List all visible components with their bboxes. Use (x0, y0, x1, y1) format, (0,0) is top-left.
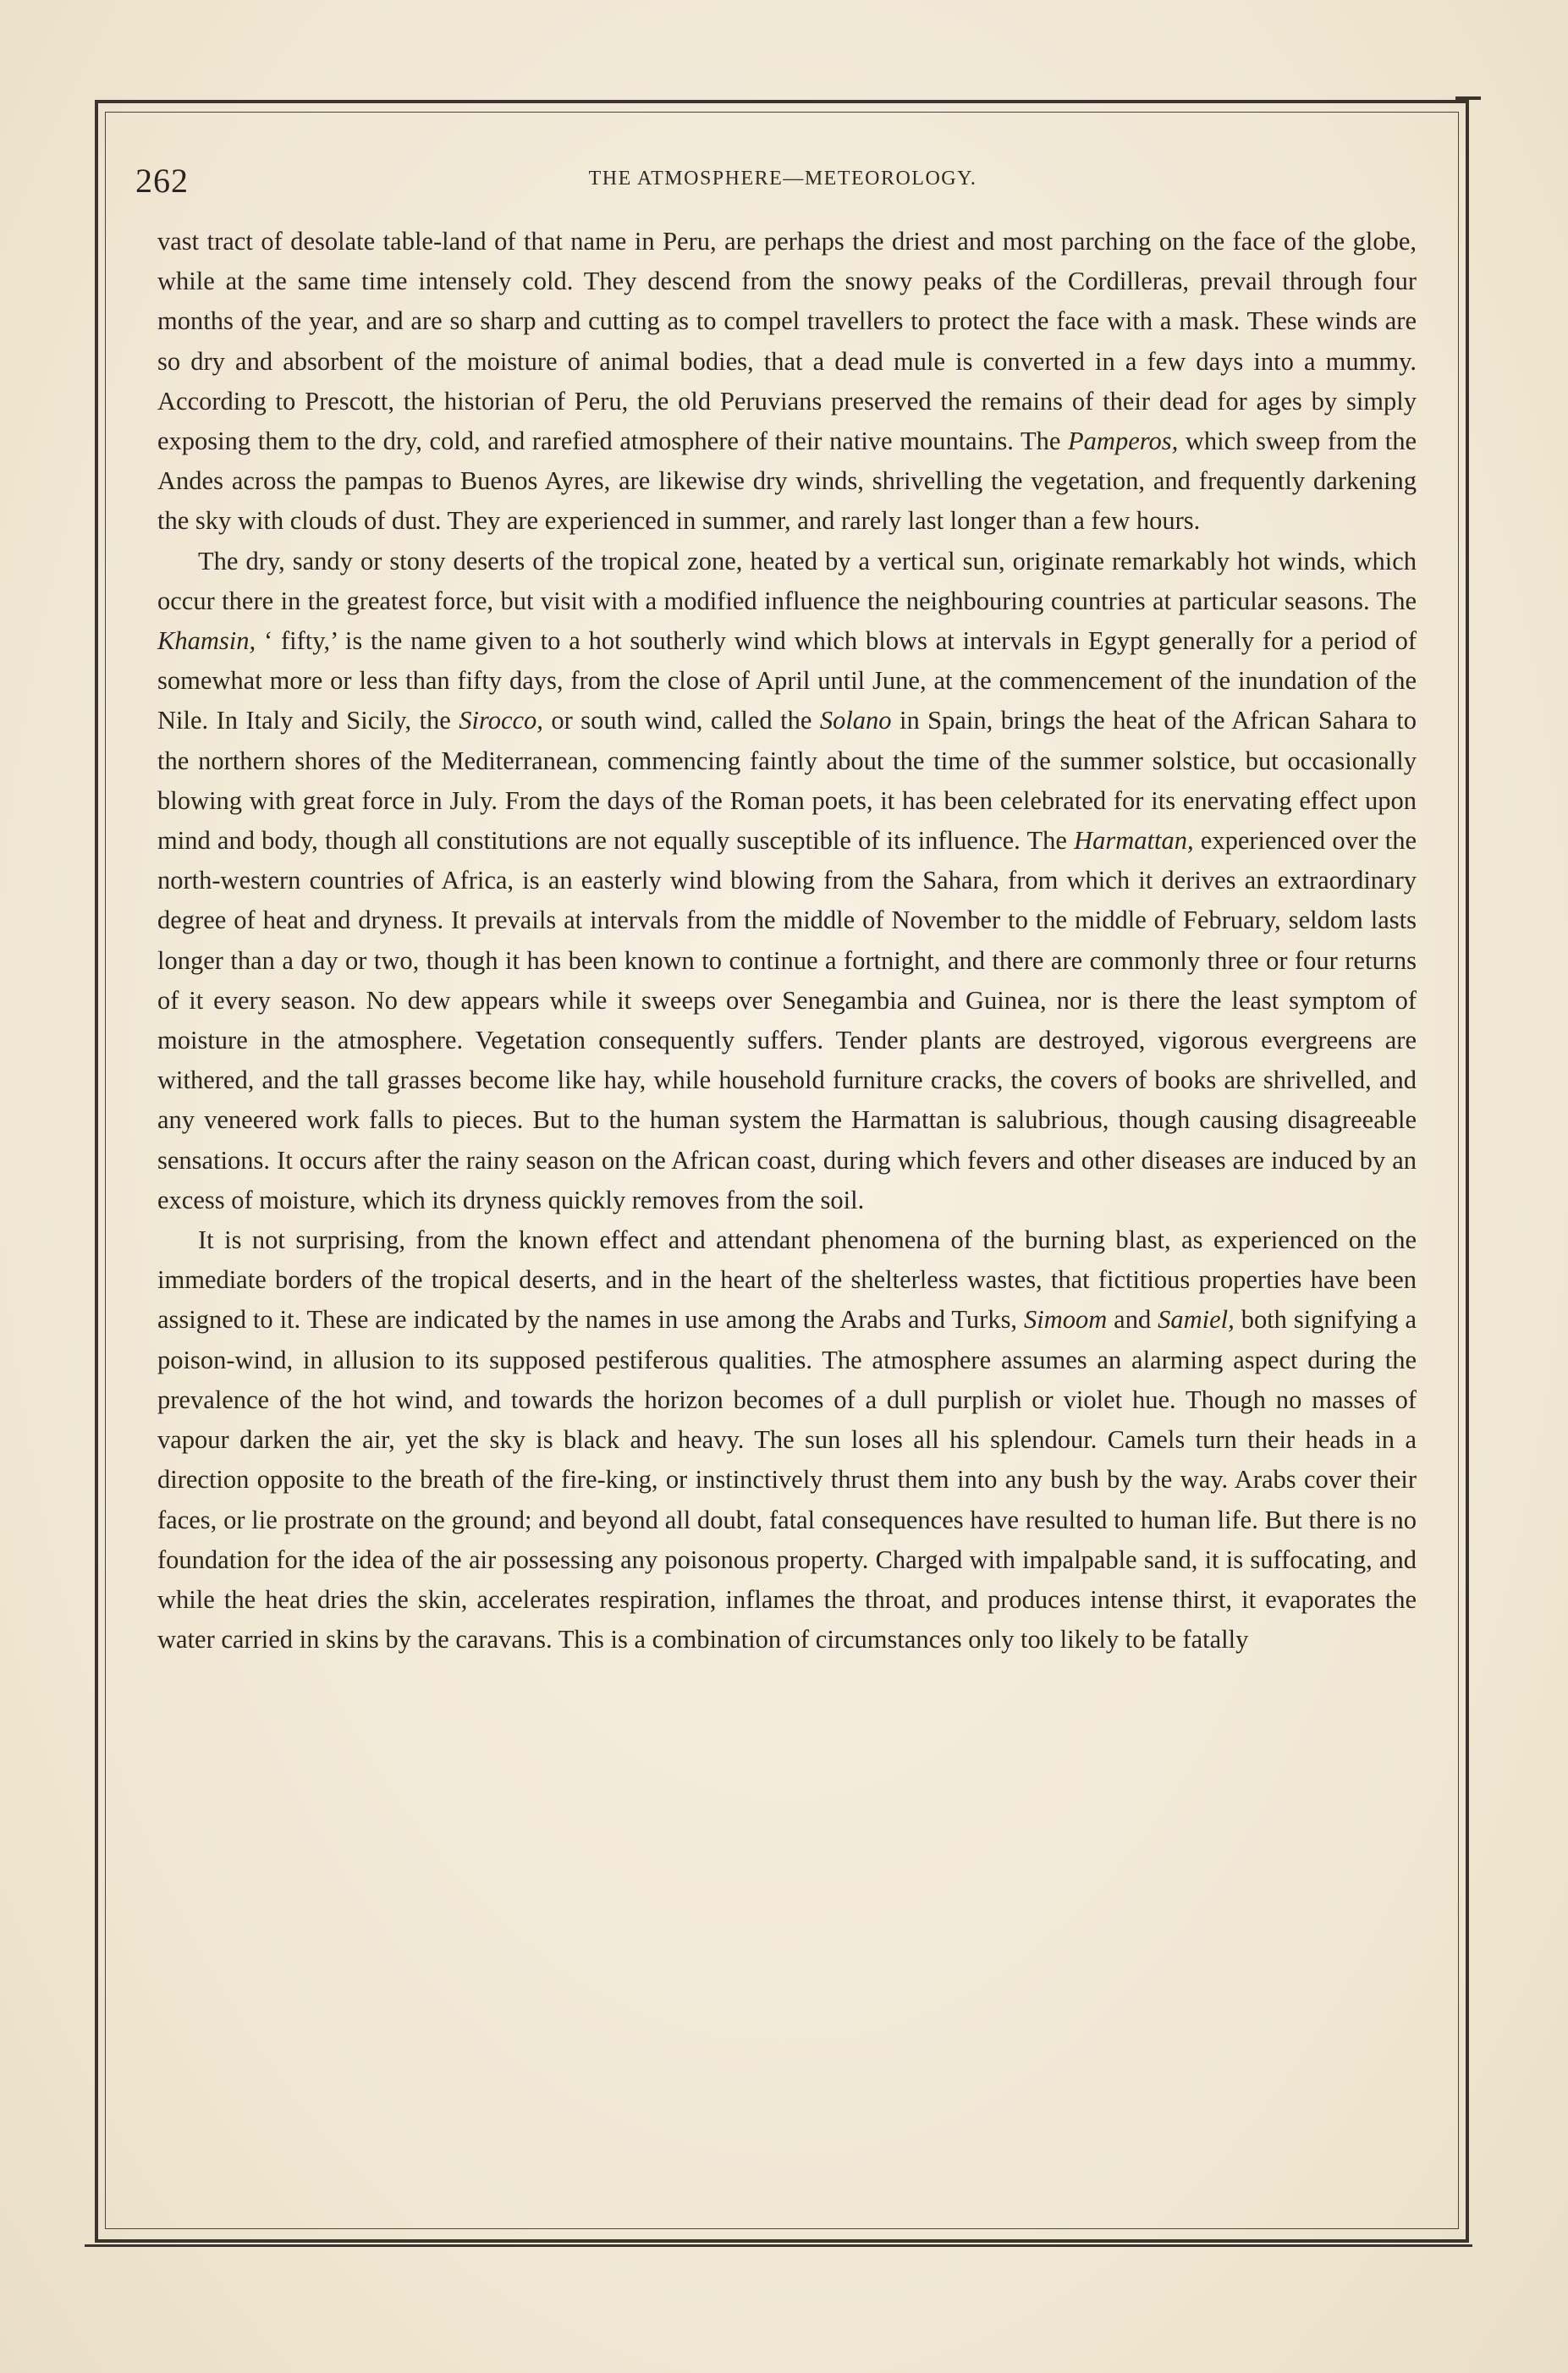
italic-term: Sirocco, (459, 706, 543, 735)
text-run: in Spain, brings the heat of the African Sahara to the northern shores of the Mediterranean, commencing faintly about the time of the summer solstice, but occasionally blowing with great force in July. From the days of the Roman poets, it has been celebrated for its enervating effect upon mind and body, though all constitutions are not equally susceptible of its influence. The (157, 706, 1417, 856)
italic-term: Samiel, (1158, 1305, 1235, 1335)
text-run: both signifying a poison-wind, in allusion to its supposed pestiferous qualities. The atmosphere assumes an alarming aspect during the prevalence of the hot wind, and towards the horizon becomes of a dull purplish or violet hue. Though no masses of vapour darken the air, yet the sky is black and heavy. The sun loses all his splendour. Camels turn their heads in a direction opposite to the breath of the fire-king, or instinctively thrust them into any bush by the way. Arabs cover their faces, or lie prostrate on the ground; and beyond all doubt, fatal consequences have resulted to human life. But there is no foundation for the idea of the air possessing any poisonous property. Charged with impalpable sand, it is suffocating, and while the heat dries the skin, accelerates respiration, inflames the throat, and produces intense thirst, it evaporates the water carried in skins by the caravans. This is a combination of circumstances only too likely to be fatally (157, 1305, 1417, 1654)
page-header (135, 161, 1430, 212)
italic-term: Simoom (1023, 1305, 1108, 1335)
text-run: vast tract of desolate table-land of that name in Peru, are perhaps the driest and most parching on the face of the globe, while at the same time intensely cold. They descend from the snowy peaks of the Cordilleras, prevail through four months of the year, and are so sharp and cutting as to compel travellers to protect the face with a mask. These winds are so dry and absorbent of the moisture of animal bodies, that a dead mule is converted in a few days into a mummy. According to Prescott, the historian of Peru, the old Peruvians preserved the remains of their dead for ages by simply exposing them to the dry, cold, and rarefied atmosphere of their native mountains. The (157, 227, 1417, 456)
text-run: ‘ fifty,’ is the name given to a hot southerly wind which blows at intervals in Egypt generally for a period of somewhat more or less than fifty days, from the close of April until June, at the commencement of the inundation of the Nile. In Italy and Sicily, the (157, 626, 1417, 735)
page-number: 262 (135, 162, 189, 200)
text-run: and (1107, 1305, 1158, 1335)
italic-term: Khamsin, (157, 626, 256, 656)
running-head: THE ATMOSPHERE—METEOROLOGY. (588, 168, 977, 190)
text-run: experienced over the north-western countries of Africa, is an easterly wind blowing from the Sahara, from which it derives an extraordinary degree of heat and dryness. It prevails at intervals from the middle of November to the middle of February, seldom lasts longer than a day or two, though it has been known to continue a fortnight, and there are commonly three or four returns of it every season. No dew appears while it sweeps over Senegambia and Guinea, nor is there the least symptom of moisture in the atmosphere. Vegetation consequently suffers. Tender plants are destroyed, vigorous evergreens are withered, and the tall grasses become like hay, while household furniture cracks, the covers of books are shrivelled, and any veneered work falls to pieces. But to the human system the Harmattan is salubrious, though causing disagreeable sensations. It occurs after the rainy season on the African coast, during which fevers and other diseases are induced by an excess of moisture, which its dryness quickly removes from the soil. (157, 826, 1417, 1214)
text-run: It is not surprising, from the known effect and attendant phenomena of the burning blast, as experienced on the immediate borders of the tropical deserts, and in the heart of the shelterless wastes, that fictitious properties have been assigned to it. These are indicated by the names in use among the Arabs and Turks, (157, 1225, 1417, 1335)
text-run: which sweep from the Andes across the pampas to Buenos Ayres, are likewise dry winds, shrivelling the vegetation, and frequently darkening the sky with clouds of dust. They are experienced in summer, and rarely last longer than a few hours. (157, 427, 1417, 536)
paragraph-1 (157, 222, 1417, 542)
italic-term: Pamperos, (1068, 427, 1179, 456)
italic-term: Harmattan, (1074, 826, 1194, 856)
border-rule-bottom (85, 2244, 1472, 2247)
paragraph-3 (157, 1220, 1417, 1660)
body-text (157, 222, 1417, 1660)
italic-term: Solano (819, 706, 892, 735)
text-run: or south wind, called the (542, 706, 820, 735)
paragraph-2 (157, 542, 1417, 1220)
text-run: The dry, sandy or stony deserts of the tropical zone, heated by a vertical sun, originate remarkably hot winds, which occur there in the greatest force, but visit with a modified influence the neighbouring countries at particular seasons. The (157, 546, 1417, 615)
border-rule-top (1455, 96, 1481, 100)
